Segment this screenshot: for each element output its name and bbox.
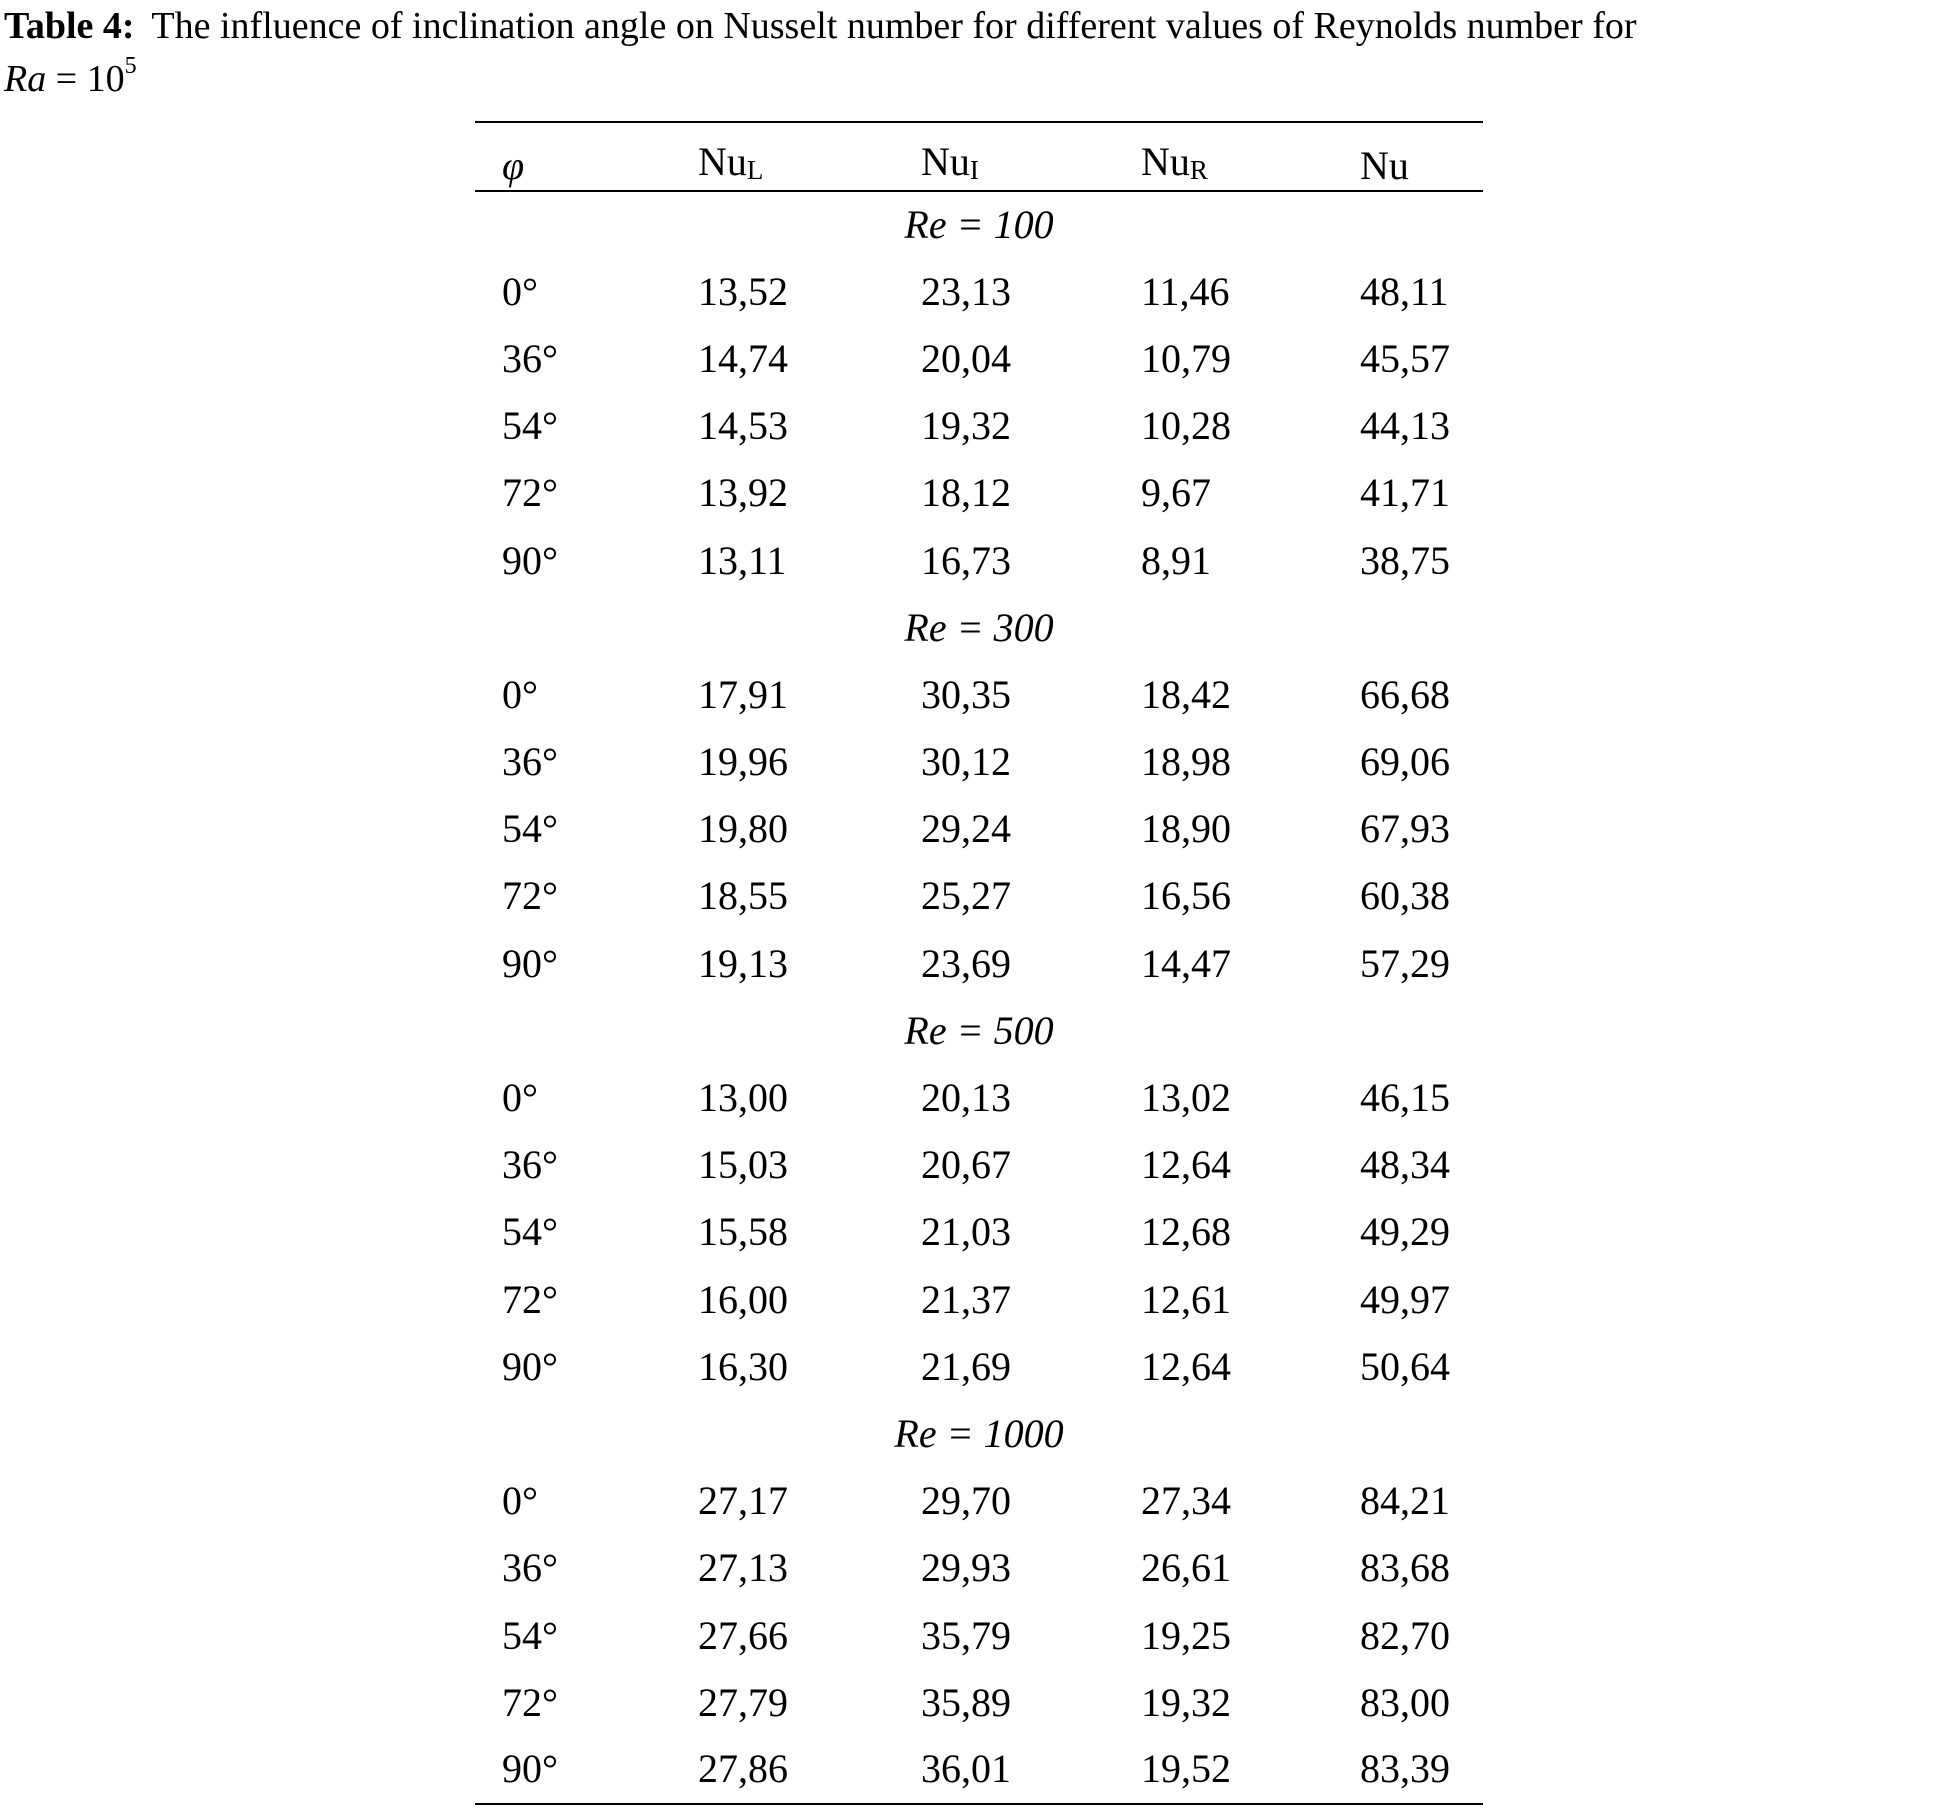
cell-nu: 38,75: [1360, 537, 1450, 583]
cell-nu-i: 16,73: [921, 537, 1011, 583]
cell-nu-r: 12,64: [1141, 1142, 1231, 1188]
cell-phi: 0°: [502, 1478, 538, 1524]
cell-nu: 82,70: [1360, 1612, 1450, 1658]
cell-phi: 72°: [502, 1679, 558, 1725]
cell-nu-l: 27,13: [698, 1545, 788, 1591]
cell-nu: 60,38: [1360, 873, 1450, 919]
table-caption-label: Table 4:: [4, 5, 135, 47]
cell-nu-r: 19,52: [1132, 1736, 1353, 1803]
cell-nu-i: 20,67: [921, 1142, 1011, 1188]
cell-nu-r: 18,90: [1141, 806, 1231, 852]
table-row: [475, 1736, 1483, 1803]
cell-nu-r: 19,32: [1141, 1679, 1231, 1725]
table-row: [475, 1669, 1483, 1736]
table-row: [475, 1535, 1483, 1602]
cell-nu-l: 17,91: [698, 671, 788, 717]
cell-nu-i: 25,27: [921, 873, 1011, 919]
table-row: [475, 863, 1483, 930]
cell-nu-i: 29,70: [921, 1478, 1011, 1524]
table-row: [475, 930, 1483, 997]
table-row: [475, 796, 1483, 863]
cell-nu-l: 14,53: [698, 403, 788, 449]
table-body: [475, 191, 1483, 1804]
cell-nu-i: 21,69: [921, 1343, 1011, 1389]
cell-nu-i: 29,24: [921, 806, 1011, 852]
ra-exponent: 5: [124, 53, 137, 80]
group-header-cell: [475, 594, 1483, 661]
cell-nu: 66,68: [1360, 671, 1450, 717]
cell-nu-l: 27,86: [686, 1736, 908, 1803]
cell-nu-r: 18,42: [1141, 671, 1231, 717]
table-row: [475, 325, 1483, 392]
cell-nu-r: 9,67: [1141, 470, 1211, 516]
cell-phi: 36°: [502, 335, 558, 381]
cell-nu-r: 12,61: [1141, 1276, 1231, 1322]
cell-nu-r: 14,47: [1141, 940, 1231, 986]
table-row: [475, 1266, 1483, 1333]
table-row: [475, 258, 1483, 325]
cell-nu-i: 30,12: [921, 739, 1011, 785]
cell-phi: 72°: [502, 470, 558, 516]
cell-phi: 36°: [502, 1545, 558, 1591]
header-nu-r: [1132, 122, 1353, 191]
cell-phi: 72°: [502, 873, 558, 919]
cell-nu-l: 19,13: [698, 940, 788, 986]
cell-nu-r: 12,64: [1141, 1343, 1231, 1389]
cell-phi: 90°: [475, 1736, 686, 1803]
group-header-cell: [475, 997, 1483, 1064]
cell-nu-r: 16,56: [1141, 873, 1231, 919]
cell-phi: 36°: [502, 1142, 558, 1188]
header-nu-l-sub: L: [746, 155, 764, 185]
table-row: [475, 1333, 1483, 1400]
table-caption-text: The influence of inclination angle on Nusselt number for different values of Reynolds number for: [151, 5, 1637, 47]
header-nu-l: [686, 122, 908, 191]
reynolds-label: Re = 500: [904, 1007, 1054, 1053]
table-row: [475, 1602, 1483, 1669]
cell-nu: 44,13: [1360, 403, 1450, 449]
cell-nu-r: 13,02: [1141, 1075, 1231, 1121]
table-row: [475, 393, 1483, 460]
cell-phi: 54°: [502, 403, 558, 449]
cell-nu-i: 23,69: [921, 940, 1011, 986]
cell-nu-i: 35,79: [921, 1612, 1011, 1658]
cell-nu-l: 13,92: [698, 470, 788, 516]
cell-nu-i: 29,93: [921, 1545, 1011, 1591]
cell-phi: 0°: [502, 671, 538, 717]
cell-nu-i: 18,12: [921, 470, 1011, 516]
cell-nu-l: 15,03: [698, 1142, 788, 1188]
cell-nu-l: 27,79: [698, 1679, 788, 1725]
cell-nu-i: 21,37: [921, 1276, 1011, 1322]
cell-nu-i: 20,04: [921, 335, 1011, 381]
cell-nu-i: 30,35: [921, 671, 1011, 717]
cell-nu-r: 11,46: [1141, 268, 1230, 314]
cell-nu: 83,68: [1360, 1545, 1450, 1591]
cell-nu-l: 19,80: [698, 806, 788, 852]
cell-phi: 72°: [502, 1276, 558, 1322]
header-nu: Nu: [1353, 122, 1483, 191]
cell-nu-l: 16,30: [698, 1343, 788, 1389]
header-phi: φ: [475, 122, 686, 191]
header-nu-i: [908, 122, 1132, 191]
cell-nu: 50,64: [1360, 1343, 1450, 1389]
table-row: [475, 1132, 1483, 1199]
nusselt-table: [475, 121, 1483, 1805]
header-nu-r-base: Nu: [1141, 139, 1190, 184]
table-row: [475, 1064, 1483, 1131]
cell-phi: 0°: [502, 1075, 538, 1121]
group-header-cell: [475, 191, 1483, 258]
header-nu-i-sub: I: [969, 155, 979, 185]
table-row: [475, 661, 1483, 728]
cell-phi: 54°: [502, 1612, 558, 1658]
cell-nu-i: 21,03: [921, 1209, 1011, 1255]
cell-nu: 67,93: [1360, 806, 1450, 852]
reynolds-label: Re = 100: [904, 202, 1054, 248]
cell-nu-r: 12,68: [1141, 1209, 1231, 1255]
table-row: [475, 729, 1483, 796]
group-header-cell: [475, 1400, 1483, 1467]
ra-equals: = 10: [55, 58, 125, 100]
cell-nu-i: 35,89: [921, 1679, 1011, 1725]
cell-nu-r: 8,91: [1141, 537, 1211, 583]
reynolds-label: Re = 1000: [894, 1410, 1064, 1456]
cell-nu-r: 10,79: [1141, 335, 1231, 381]
cell-nu: 57,29: [1360, 940, 1450, 986]
table-header-row: [475, 122, 1483, 191]
ra-symbol: Ra: [4, 58, 47, 100]
cell-nu-i: 23,13: [921, 268, 1011, 314]
cell-nu-i: 20,13: [921, 1075, 1011, 1121]
cell-nu-l: 18,55: [698, 873, 788, 919]
cell-nu-l: 19,96: [698, 739, 788, 785]
cell-nu-l: 13,11: [698, 537, 787, 583]
cell-nu-r: 18,98: [1141, 739, 1231, 785]
cell-phi: 90°: [502, 1343, 558, 1389]
table-row: [475, 1199, 1483, 1266]
group-header-row: [475, 997, 1483, 1064]
group-header-row: [475, 1400, 1483, 1467]
cell-nu-r: 26,61: [1141, 1545, 1231, 1591]
cell-nu: 41,71: [1360, 470, 1450, 516]
group-header-row: [475, 191, 1483, 258]
cell-nu: 46,15: [1360, 1075, 1450, 1121]
cell-nu-i: 19,32: [921, 403, 1011, 449]
table-row: [475, 1468, 1483, 1535]
cell-phi: 90°: [502, 940, 558, 986]
reynolds-label: Re = 300: [904, 604, 1054, 650]
cell-phi: 90°: [502, 537, 558, 583]
cell-nu: 49,29: [1360, 1209, 1450, 1255]
cell-nu-l: 15,58: [698, 1209, 788, 1255]
cell-nu: 48,34: [1360, 1142, 1450, 1188]
cell-nu: 83,39: [1353, 1736, 1483, 1803]
table-caption: [4, 0, 1954, 106]
header-nu-r-sub: R: [1189, 155, 1208, 185]
cell-phi: 54°: [502, 806, 558, 852]
header-nu-l-base: Nu: [698, 139, 747, 184]
cell-phi: 0°: [502, 268, 538, 314]
table-row: [475, 460, 1483, 527]
cell-phi: 36°: [502, 739, 558, 785]
cell-nu: 83,00: [1360, 1679, 1450, 1725]
cell-nu-l: 13,00: [698, 1075, 788, 1121]
cell-nu-l: 14,74: [698, 335, 788, 381]
cell-nu-r: 27,34: [1141, 1478, 1231, 1524]
table-row: [475, 527, 1483, 594]
cell-nu-l: 27,17: [698, 1478, 788, 1524]
cell-phi: 54°: [502, 1209, 558, 1255]
header-nu-i-base: Nu: [921, 139, 970, 184]
cell-nu-r: 10,28: [1141, 403, 1231, 449]
cell-nu-i: 36,01: [908, 1736, 1132, 1803]
cell-nu-l: 16,00: [698, 1276, 788, 1322]
cell-nu-l: 13,52: [698, 268, 788, 314]
cell-nu: 49,97: [1360, 1276, 1450, 1322]
cell-nu: 48,11: [1360, 268, 1449, 314]
cell-nu: 84,21: [1360, 1478, 1450, 1524]
cell-nu-l: 27,66: [698, 1612, 788, 1658]
cell-nu: 69,06: [1360, 739, 1450, 785]
cell-nu: 45,57: [1360, 335, 1450, 381]
group-header-row: [475, 594, 1483, 661]
cell-nu-r: 19,25: [1141, 1612, 1231, 1658]
